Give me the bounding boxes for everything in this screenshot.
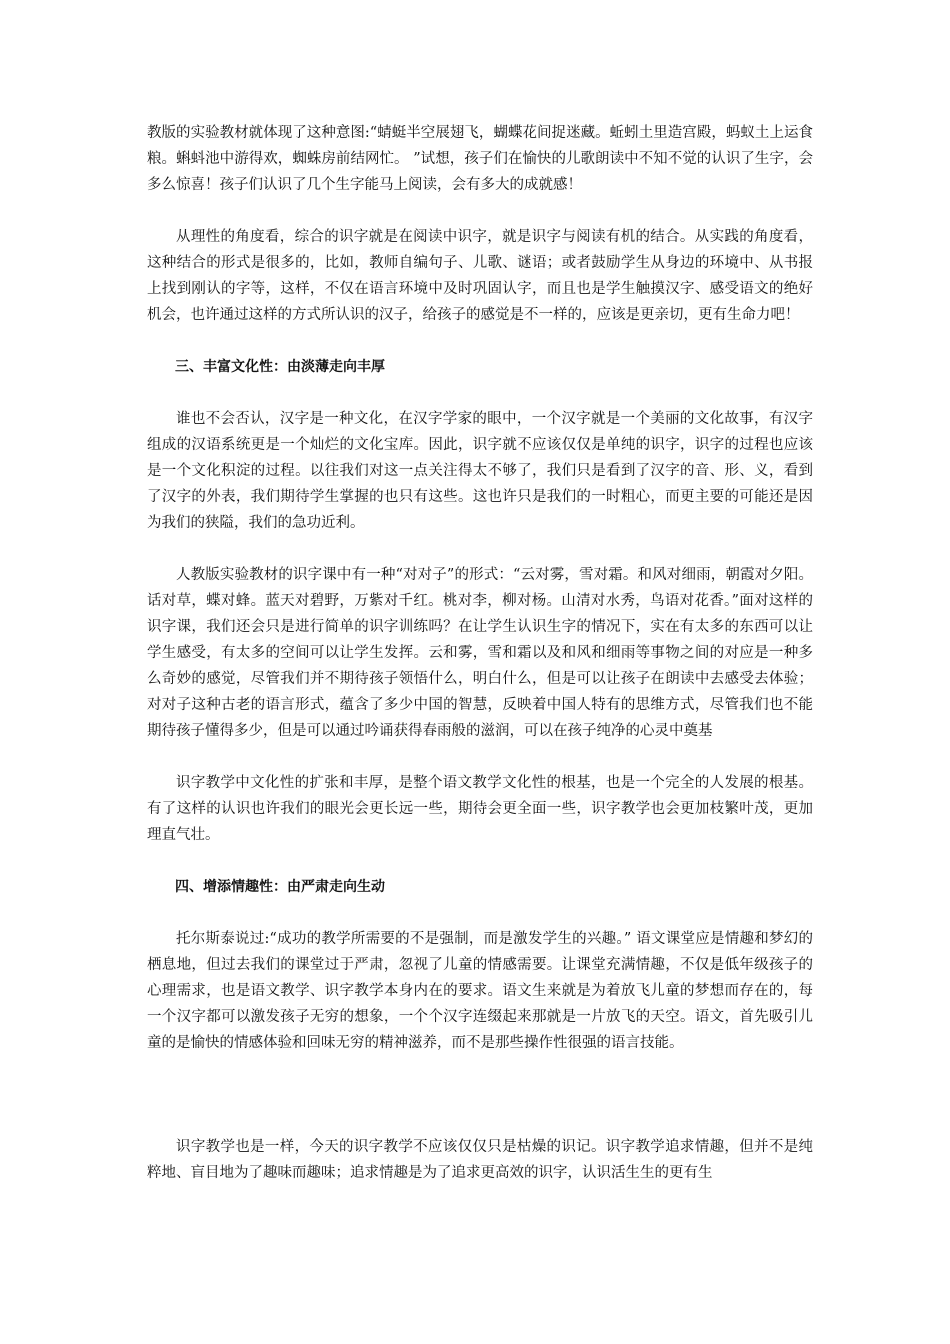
- document-body: [147, 120, 813, 1186]
- paragraph-cultural-roots: 识字教学中文化性的扩张和丰厚，是整个语文教学文化性的根基，也是一个完全的人发展的根基。有了这样的认识也许我们的眼光会更长远一些，期待会更全面一些，识字教学也会更加枝繁叶茂，更加理直气壮。: [147, 775, 813, 843]
- paragraph-gap: [147, 536, 813, 562]
- paragraph-continuation: 教版的实验教材就体现了这种意图:“蜻蜓半空展翅飞，蝴蝶花间捉迷藏。蚯蚓土里造宫殿，蚂蚁土上运食粮。蝌蚪池中游得欢，蜘蛛房前结网忙。 ”试想，孩子们在愉快的儿歌朗读中不知不觉的认识了生字，会多么惊喜！孩子们认识了几个生字能马上阅读，会有多大的成就感！: [147, 125, 813, 193]
- paragraph-couplets: 人教版实验教材的识字课中有一种“对对子”的形式：“云对雾，雪对霜。和风对细雨，朝霞对夕阳。话对草，蝶对蜂。蓝天对碧野，万紫对千红。桃对李，柳对杨。山清对水秀，鸟语对花香。”面对这样的识字课，我们还会只是进行简单的识字训练吗？在让学生认识生字的情况下，实在有太多的东西可以让学生感受，有太多的空间可以让学生发挥。云和雾，雪和霜以及和风和细雨等事物之间的对应是一种多么奇妙的感觉，尽管我们并不期待孩子领悟什么，明白什么，但是可以让孩子在朗读中去感受去体验；对对子这种古老的语言形式，蕴含了多少中国的智慧，反映着中国人特有的思维方式，尽管我们也不能期待孩子懂得多少，但是可以通过吟诵获得春雨般的滋润，可以在孩子纯净的心灵中奠基: [147, 567, 813, 739]
- paragraph-gap: [147, 848, 813, 874]
- section-heading-3: 三、丰富文化性：由淡薄走向丰厚: [175, 359, 385, 375]
- paragraph-tolstoy: 托尔斯泰说过:“成功的教学所需要的不是强制，而是激发学生的兴趣。” 语文课堂应是情趣和梦幻的栖息地，但过去我们的课堂过于严肃，忽视了儿童的情感需要。让课堂充满情趣，不仅是低年级孩子的心理需求，也是语文教学、识字教学本身内在的要求。语文生来就是为着放飞儿童的梦想而存在的，每一个汉字都可以激发孩子无穷的想象，一个个汉字连缀起来那就是一片放飞的天空。语文，首先吸引儿童的是愉快的情感体验和回味无穷的精神滋养，而不是那些操作性很强的语言技能。: [147, 931, 813, 1051]
- paragraph-gap: [147, 744, 813, 770]
- paragraph-gap: [147, 198, 813, 224]
- paragraph-gap: [147, 900, 813, 926]
- paragraph-literacy-interest: 识字教学也是一样，今天的识字教学不应该仅仅只是枯燥的识记。识字教学追求情趣，但并不是纯粹地、盲目地为了趣味而趣味；追求情趣是为了追求更高效的识字，认识活生生的更有生: [147, 1139, 813, 1181]
- section-heading-4: 四、增添情趣性：由严肃走向生动: [175, 879, 385, 895]
- paragraph-gap-large: [147, 1056, 813, 1134]
- paragraph-rational-view: 从理性的角度看，综合的识字就是在阅读中识字，就是识字与阅读有机的结合。从实践的角度看，这种结合的形式是很多的，比如，教师自编句子、儿歌、谜语；或者鼓励学生从身边的环境中、从书报上找到刚认的字等，这样，不仅在语言环境中及时巩固认字，而且也是学生触摸汉字、感受语文的绝好机会，也许通过这样的方式所认识的汉子，给孩子的感觉是不一样的，应该是更亲切，更有生命力吧！: [147, 229, 813, 323]
- paragraph-culture: 谁也不会否认，汉字是一种文化，在汉字学家的眼中，一个汉字就是一个美丽的文化故事，有汉字组成的汉语系统更是一个灿烂的文化宝库。因此，识字就不应该仅仅是单纯的识字，识字的过程也应该是一个文化积淀的过程。以往我们对这一点关注得太不够了，我们只是看到了汉字的音、形、义，看到了汉字的外表，我们期待学生掌握的也只有这些。这也许只是我们的一时粗心，而更主要的可能还是因为我们的狭隘，我们的急功近利。: [147, 411, 813, 531]
- paragraph-gap: [147, 380, 813, 406]
- paragraph-gap: [147, 328, 813, 354]
